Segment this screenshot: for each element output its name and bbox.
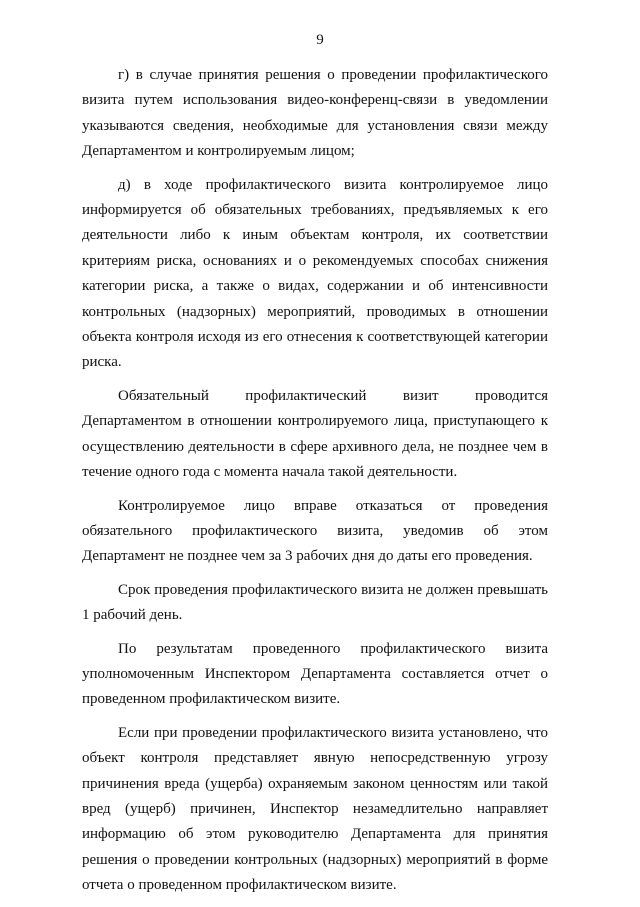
paragraph-threat-notification: Если при проведении профилактического визита установлено, что объект контроля представляет явную непосредственную угрозу причинения вреда (ущерба) охраняемым законом ценностям или такой вред (ущерб) причинен, Инспектор незамедлительно направляет информацию об этом руководителю Департамента для принятия решения о проведении контрольных (надзорных) мероприятий в форме отчета о проведенном профилактическом визите.	[82, 724, 548, 894]
document-body	[82, 63, 548, 907]
paragraph-item-d: д) в ходе профилактического визита контролируемое лицо информируется об обязательных требованиях, предъявляемых к его деятельности либо к иным объектам контроля, их соответствии критериям риска, основаниях и о рекомендуемых способах снижения категории риска, а также о видах, содержании и об интенсивности контрольных (надзорных) мероприятий, проводимых в отношении объекта контроля исходя из его отнесения к соответствующей категории риска.	[82, 176, 548, 371]
paragraph-visit-report: По результатам проведенного профилактического визита уполномоченным Инспектором Департамента составляется отчет о проведенном профилактическом визите.	[82, 640, 548, 708]
paragraph-visit-duration: Срок проведения профилактического визита не должен превышать 1 рабочий день.	[82, 581, 548, 624]
page-number: 9	[316, 32, 324, 48]
paragraph-item-g: г) в случае принятия решения о проведении профилактического визита путем использования видео-конференц-связи в уведомлении указываются сведения, необходимые для установления связи между Департаментом и контролируемым лицом;	[82, 67, 548, 160]
paragraph-mandatory-visit: Обязательный профилактический визит проводится Департаментом в отношении контролируемого лица, приступающего к осуществлению деятельности в сфере архивного дела, не позднее чем в течение одного года с момента начала такой деятельности.	[82, 387, 548, 481]
paragraph-refusal: Контролируемое лицо вправе отказаться от проведения обязательного профилактического визита, уведомив об этом Департамент не позднее чем за 3 рабочих дня до даты его проведения.	[82, 497, 548, 565]
